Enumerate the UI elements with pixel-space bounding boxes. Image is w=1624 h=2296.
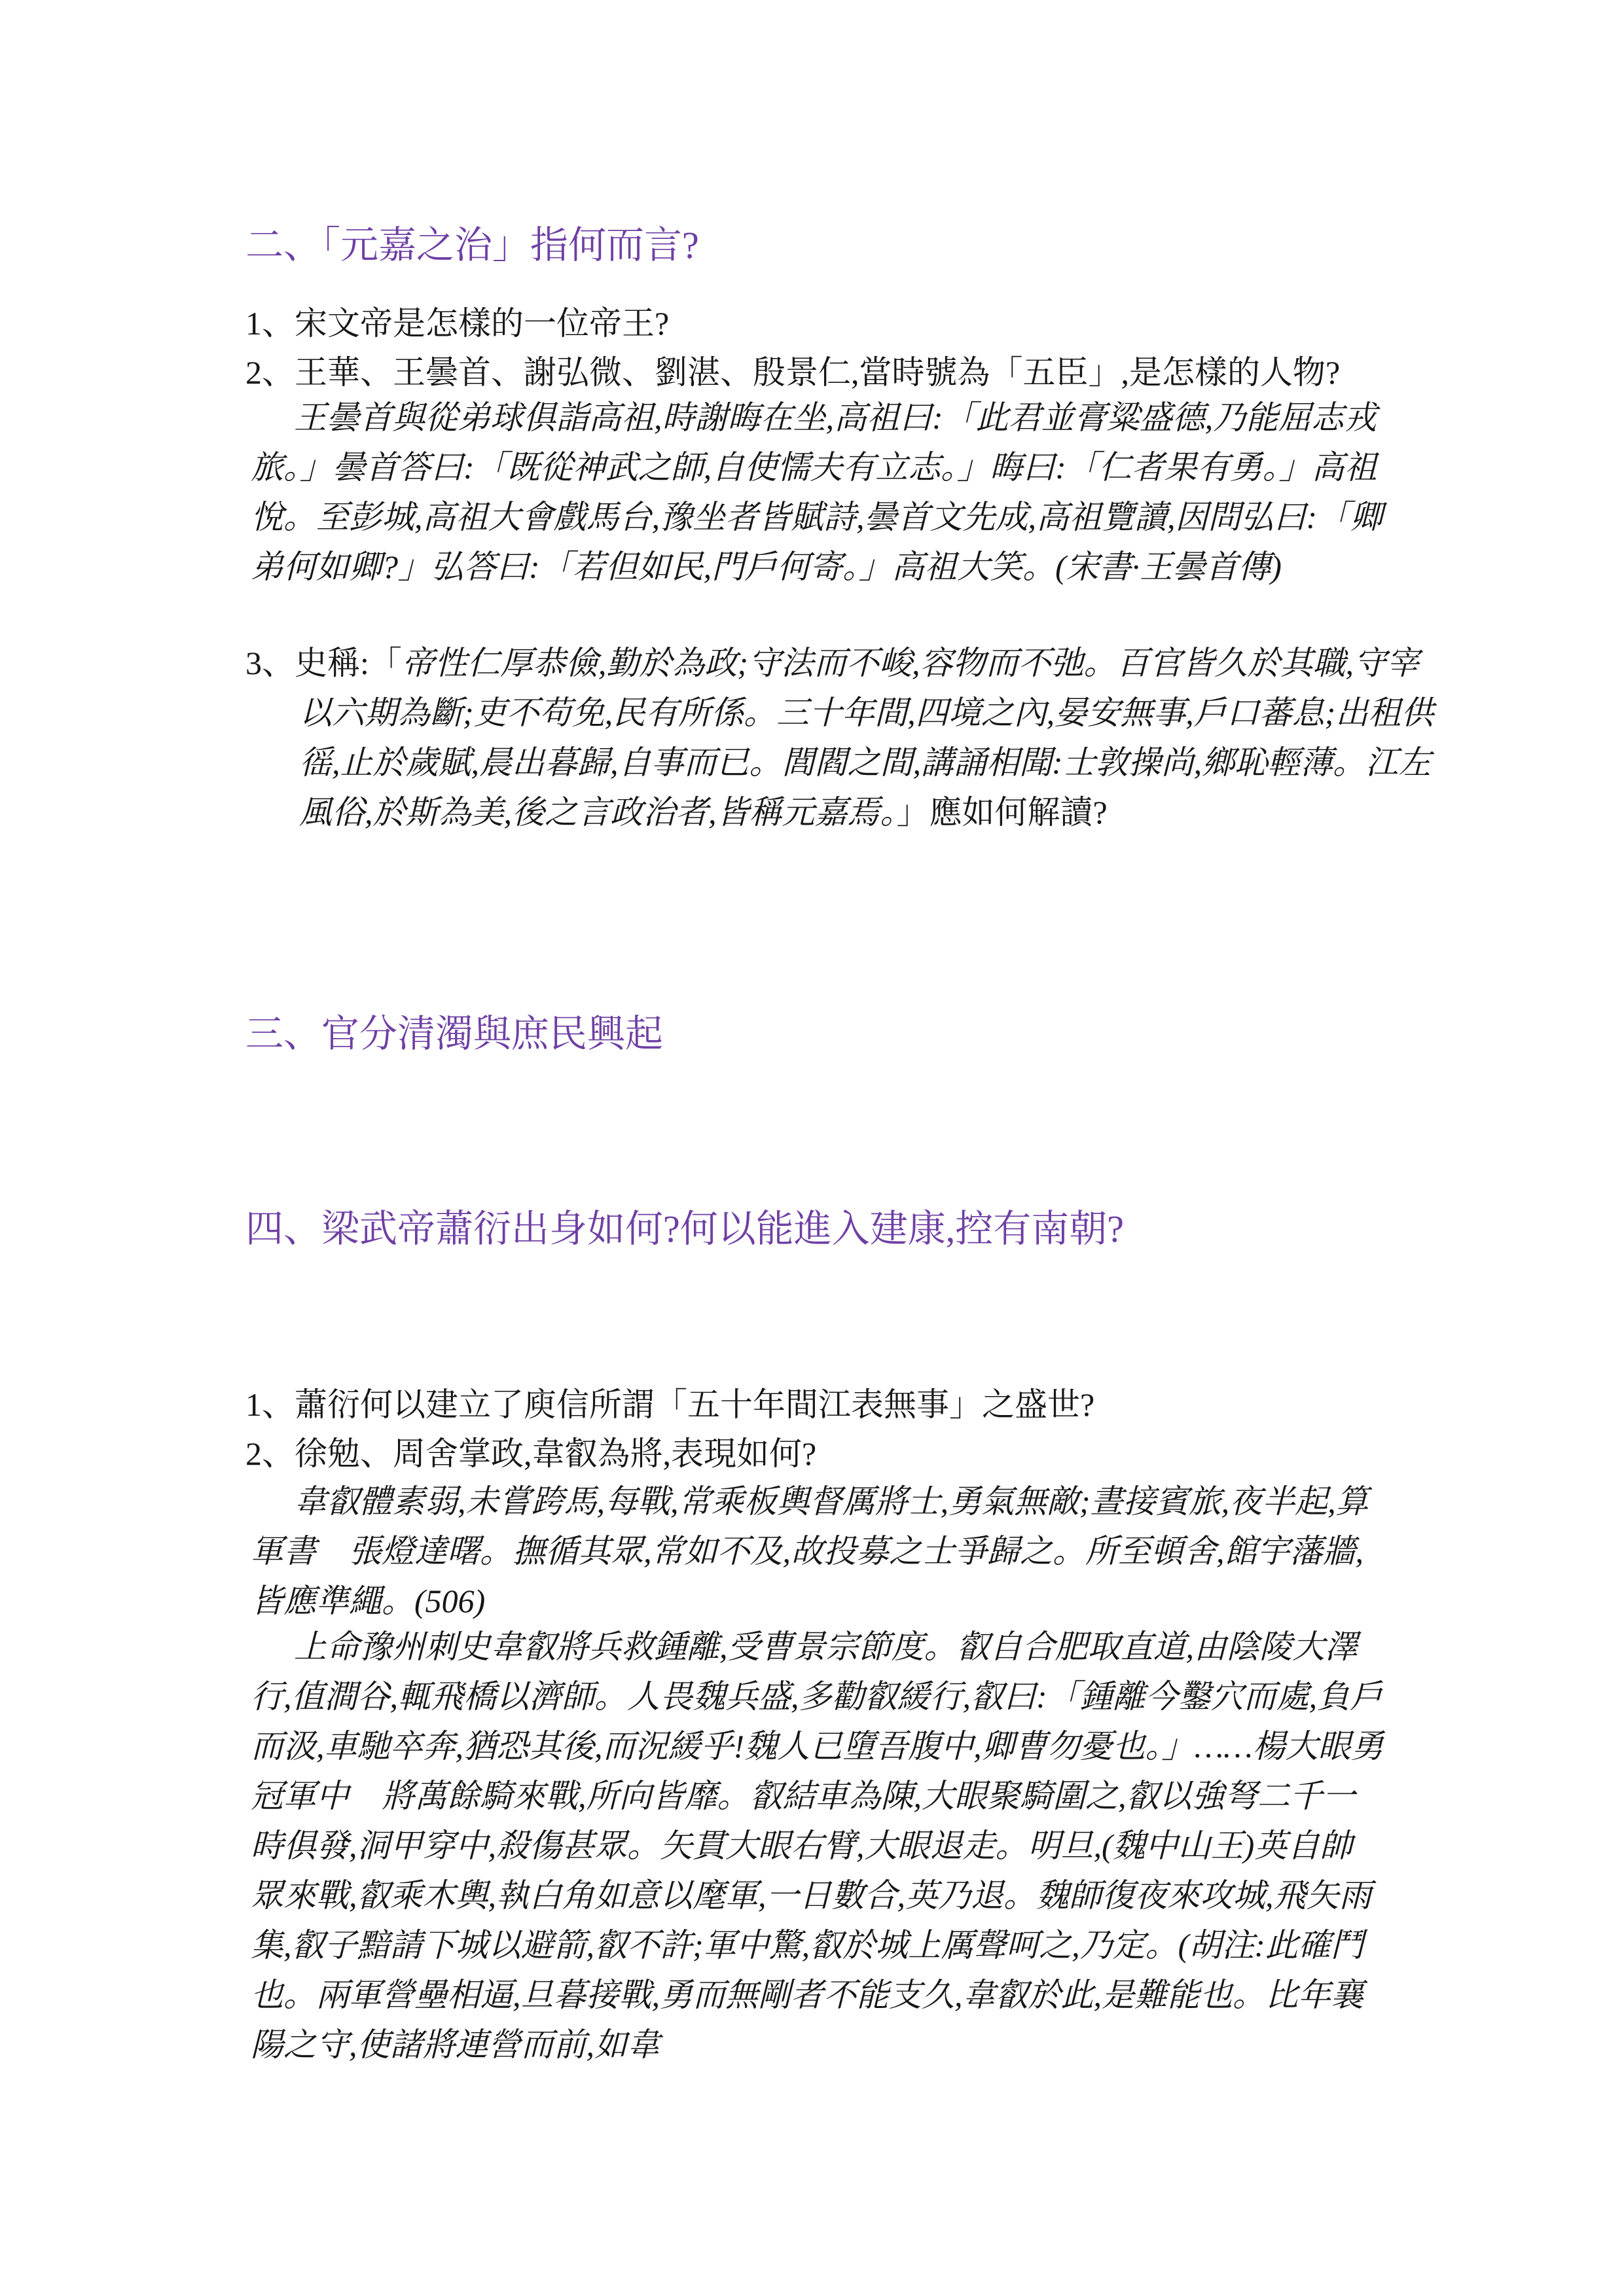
- question-item-4-2: 2、徐勉、周舍掌政,韋叡為將,表現如何?: [245, 1435, 817, 1472]
- quote-wang-tanshou: 王曇首與從弟球俱詣高祖,時謝晦在坐,高祖曰:「此君並膏粱盛德,乃能屈志戎旅。」曇首答曰:「既從神武之師,自使懦夫有立志。」晦曰:「仁者果有勇。」高祖悅。至彭城,高祖大會戲馬台,豫坐者皆賦詩,曇首文先成,高祖覽讀,因問弘曰:「卿弟何如卿?」弘答曰:「若但如民,門戶何寄。」高祖大笑。(宋書·王曇首傳): [251, 399, 1383, 585]
- section-3-heading: 三、官分清濁與庶民興起: [245, 1013, 664, 1055]
- section-4-heading: 四、梁武帝蕭衍出身如何?何以能進入建康,控有南朝?: [245, 1208, 1124, 1250]
- item-3-quoted-history: 帝性仁厚恭儉,勤於為政;守法而不峻,容物而不弛。百官皆久於其職,守宰以六期為斷;吏不苟免,民有所係。三十年間,四境之內,晏安無事,戶口蕃息;出租供徭,止於歲賦,晨出暮歸,自事而已。閭閻之間,講誦相聞:士敦操尚,鄉恥輕薄。江左風俗,於斯為美,後之言政治者,皆稱元嘉焉。: [299, 645, 1434, 831]
- quote-weirui-zhongli-battle: 上命豫州刺史韋叡將兵救鍾離,受曹景宗節度。叡自合肥取直道,由陰陵大澤行,值澗谷,輒飛橋以濟師。人畏魏兵盛,多勸叡緩行,叡曰:「鍾離今鑿穴而處,負戶而汲,車馳卒奔,猶恐其後,而況緩乎!魏人已墮吾腹中,卿曹勿憂也。」……楊大眼勇冠軍中 將萬餘騎來戰,所向皆靡。叡結車為陳,大眼聚騎圍之,叡以強弩二千一時俱發,洞甲穿中,殺傷甚眾。矢貫大眼右臂,大眼退走。明旦,(魏中山王)英自帥眾來戰,叡乘木輿,執白角如意以麾軍,一日數合,英乃退。魏師復夜來攻城,飛矢雨集,叡子黯請下城以避箭,叡不許;軍中驚,叡於城上厲聲呵之,乃定。(胡注:此確鬥也。兩軍營壘相逼,旦暮接戰,勇而無剛者不能支久,韋叡於此,是難能也。比年襄陽之守,使諸將連營而前,如韋: [251, 1628, 1384, 2063]
- question-item-2-3: [245, 638, 1438, 837]
- page-content: [245, 0, 1434, 2296]
- question-item-2-2: 2、王華、王曇首、謝弘微、劉湛、殷景仁,當時號為「五臣」,是怎樣的人物?: [245, 354, 1341, 391]
- quote-weirui-character: 韋叡體素弱,未嘗跨馬,每戰,常乘板輿督厲將士,勇氣無敵;晝接賓旅,夜半起,算軍書 張燈達曙。撫循其眾,常如不及,故投募之士爭歸之。所至頓舍,館宇藩牆,皆應準繩。(506): [251, 1483, 1369, 1619]
- question-item-2-1: 1、宋文帝是怎樣的一位帝王?: [245, 305, 670, 342]
- section-2-heading: 二、「元嘉之治」指何而言?: [245, 224, 699, 266]
- item-3-suffix: 」應如何解讀?: [896, 794, 1108, 831]
- question-item-4-1: 1、蕭衍何以建立了庾信所謂「五十年間江表無事」之盛世?: [245, 1386, 1095, 1423]
- item-3-prefix: 3、史稱:「: [245, 645, 402, 681]
